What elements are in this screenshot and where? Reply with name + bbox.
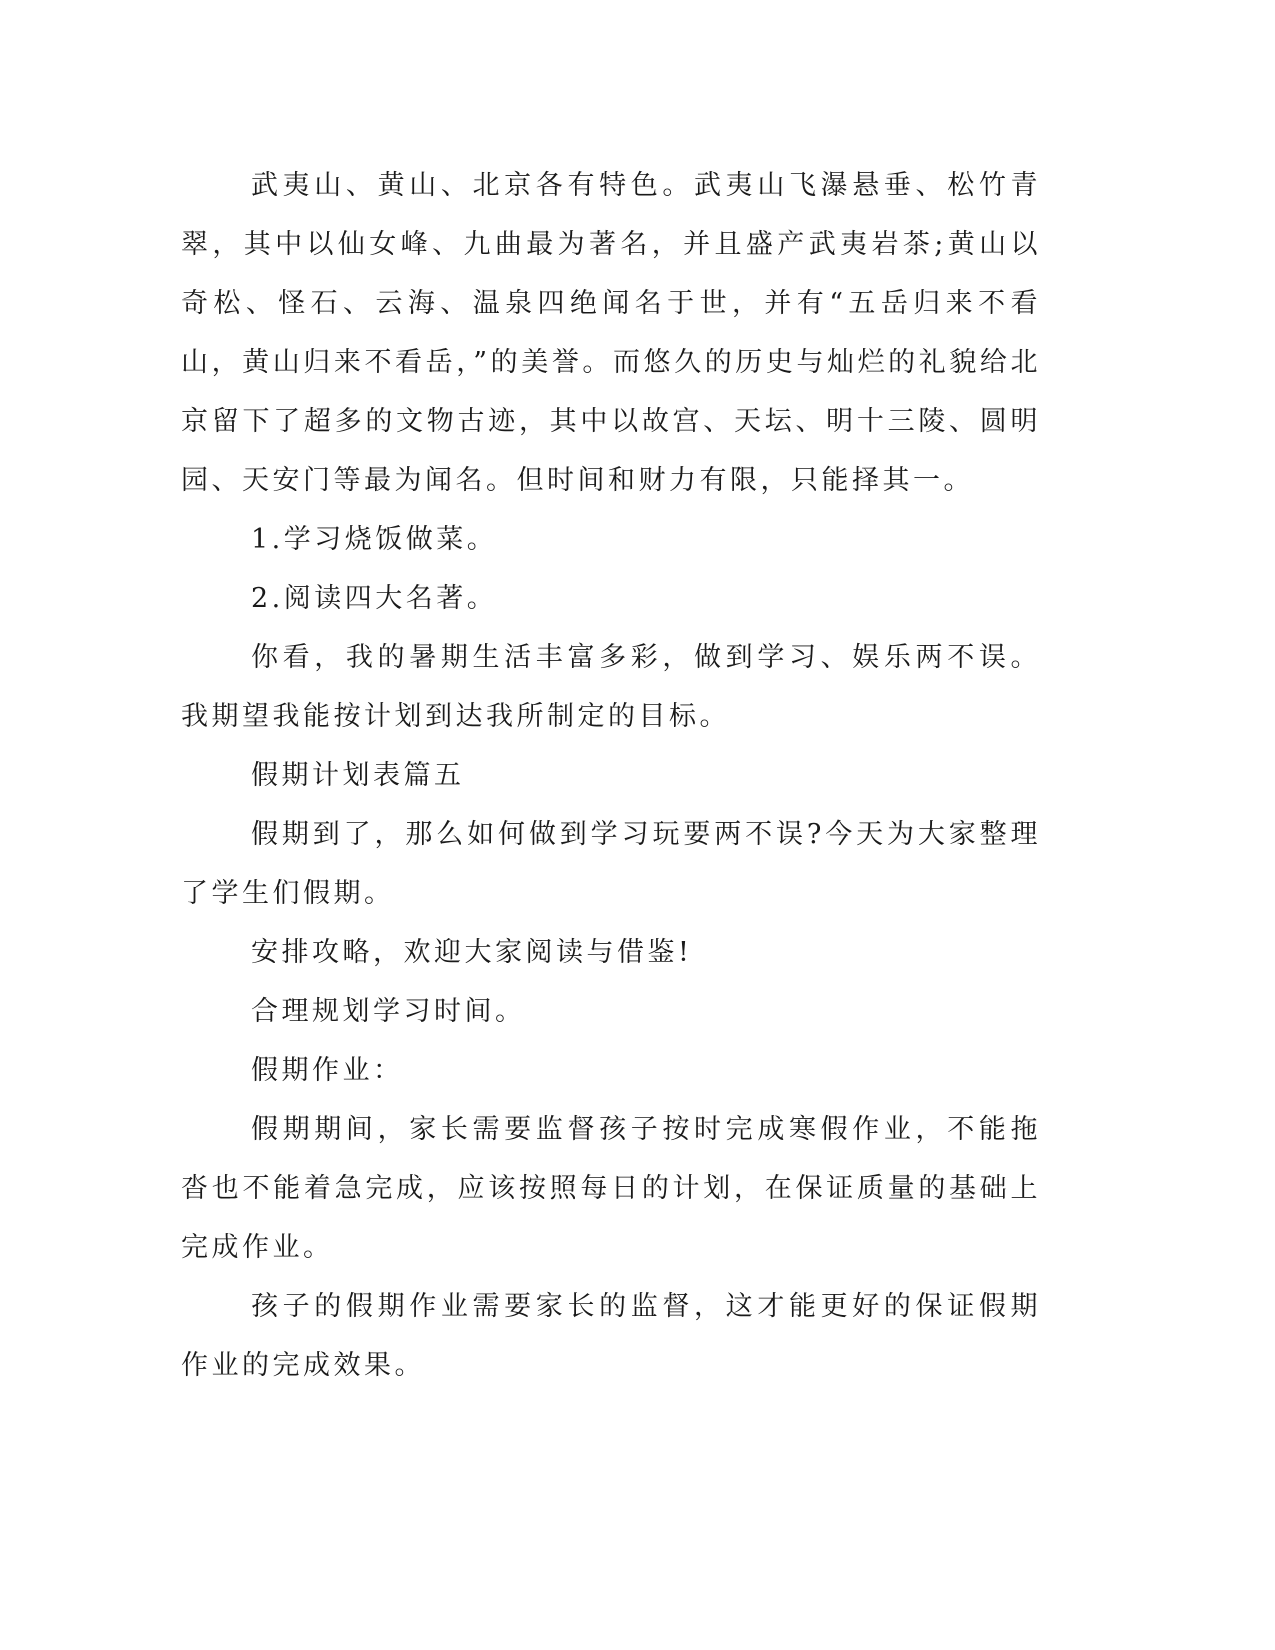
paragraph-plan-time: 合理规划学习时间。 <box>251 996 526 1027</box>
section-heading: 假期计划表篇五 <box>251 760 465 791</box>
list-item-cooking: 1.学习烧饭做菜。 <box>251 524 498 555</box>
paragraph-homework-effect: 孩子的假期作业需要家长的监督，这才能更好的保证假期作业的完成效果。 <box>181 1291 1041 1381</box>
paragraph-homework-supervision: 假期期间，家长需要监督孩子按时完成寒假作业，不能拖沓也不能着急完成，应该按照每日的计划，在保证质量的基础上完成作业。 <box>181 1114 1041 1263</box>
paragraph-mountains-comparison: 武夷山、黄山、北京各有特色。武夷山飞瀑悬垂、松竹青翠，其中以仙女峰、九曲最为著名，并且盛产武夷岩茶;黄山以奇松、怪石、云海、温泉四绝闻名于世，并有“五岳归来不看山，黄山归来不看岳，”的美誉。而悠久的历史与灿烂的礼貌给北京留下了超多的文物古迹，其中以故宫、天坛、明十三陵、圆明园、天安门等最为闻名。但时间和财力有限，只能择其一。 <box>181 170 1041 496</box>
paragraph-summer-summary: 你看，我的暑期生活丰富多彩，做到学习、娱乐两不误。我期望我能按计划到达我所制定的目标。 <box>181 642 1041 732</box>
document-body <box>181 156 1041 1395</box>
list-item-reading: 2.阅读四大名著。 <box>251 583 498 614</box>
paragraph-intro: 假期到了，那么如何做到学习玩要两不误?今天为大家整理了学生们假期。 <box>181 819 1041 909</box>
paragraph-homework-label: 假期作业： <box>251 1055 404 1086</box>
paragraph-welcome: 安排攻略，欢迎大家阅读与借鉴! <box>251 937 693 968</box>
